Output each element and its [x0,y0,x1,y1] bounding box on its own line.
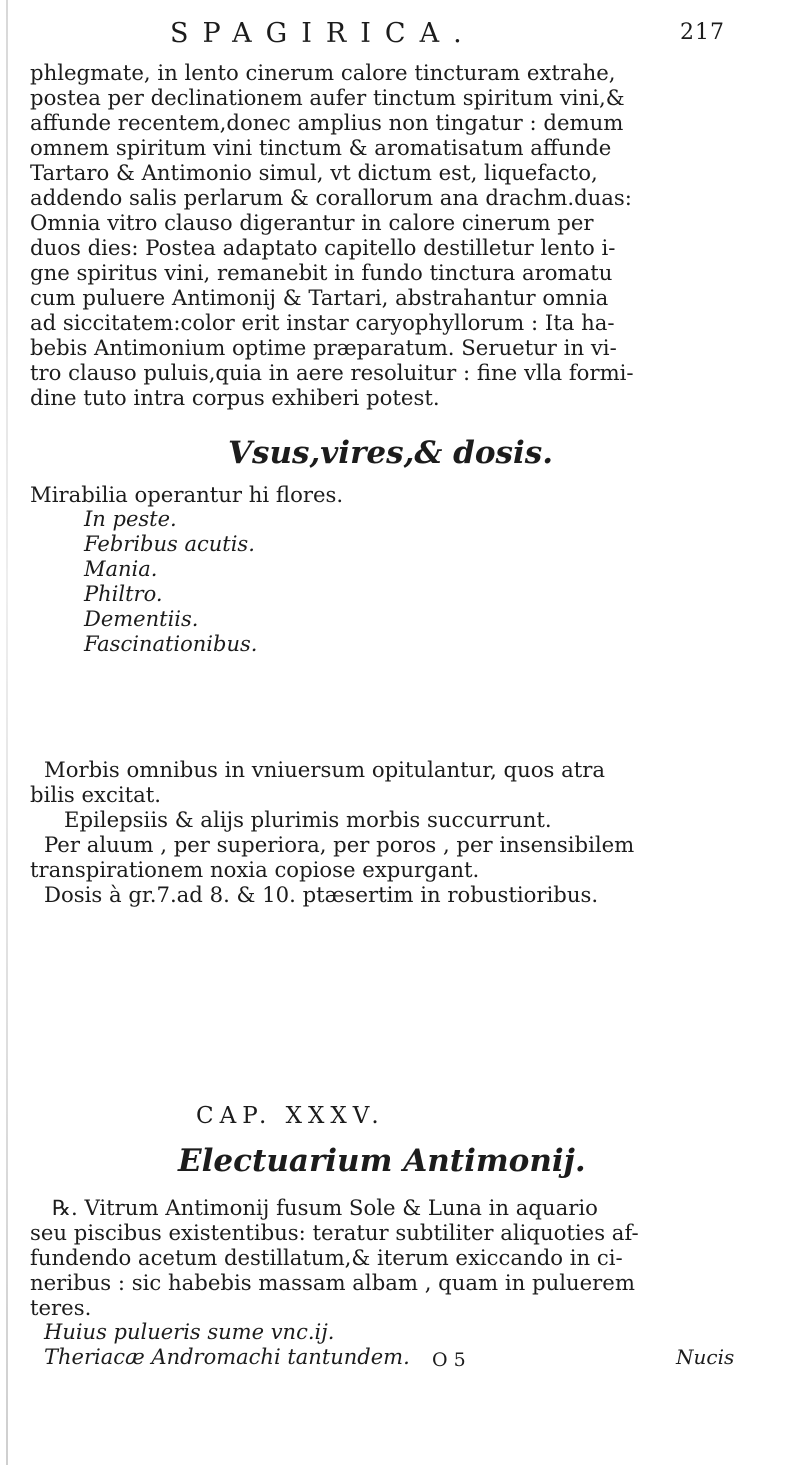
running-header [170,14,730,54]
list-item: Fascinationibus. [84,632,258,656]
section-heading-usus: Vsus,vires,& dosis. [228,435,553,471]
text-line: postea per declinationem aufer tinctum spiritum vini,& [30,85,625,110]
text-line: ad siccitatem:color erit instar caryophyllorum : Ita ha- [30,310,615,335]
catchword: Nucis [676,1345,735,1369]
text-line: teres. [30,1295,92,1320]
text-line: cum puluere Antimonij & Tartari, abstrahantur omnia [30,285,609,310]
text-line: ℞. Vitrum Antimonij fusum Sole & Luna in aquario [52,1195,598,1220]
text-line: phlegmate, in lento cinerum calore tincturam extrahe, [30,60,616,85]
text-line: omnem spiritum vini tinctum & aromatisatum affunde [30,135,612,160]
paragraph-process [30,60,790,435]
text-line: Dosis à gr.7.ad 8. & 10. ptæsertim in robustioribus. [44,882,599,907]
text-line: addendo salis perlarum & corallorum ana drachm.duas: [30,185,632,210]
paragraph-morbis [30,757,790,907]
text-line: fundendo acetum destillatum,& iterum exiccando in ci- [30,1245,623,1270]
text-line: seu piscibus existentibus: teratur subtiliter aliquoties af- [30,1220,639,1245]
text-line: transpirationem noxia copiose expurgant. [30,857,480,882]
list-item: In peste. [84,507,177,531]
text-line: tro clauso puluis,quia in aere resoluitur : fine vlla formi- [30,360,634,385]
chapter-number: CAP. XXXV. [196,1103,385,1129]
text-line: dine tuto intra corpus exhiberi potest. [30,385,440,410]
list-item: Febribus acutis. [84,532,255,556]
text-line [30,410,790,435]
text-line: affunde recentem,donec amplius non tingatur : demum [30,110,624,135]
text-line: bebis Antimonium optime præparatum. Seruetur in vi- [30,335,617,360]
uses-list [30,482,790,657]
text-line: Tartaro & Antimonio simul, vt dictum est, liquefacto, [30,160,598,185]
text-line: gne spiritus vini, remanebit in fundo tinctura aromatu [30,260,613,285]
text-line: Mirabilia operantur hi flores. [30,482,344,507]
text-line: Omnia vitro clauso digerantur in calore cinerum per [30,210,594,235]
text-line: Per aluum , per superiora, per poros , per insensibilem [44,832,635,857]
chapter-title: Electuarium Antimonij. [178,1143,586,1179]
list-item: Philtro. [84,582,163,606]
signature-mark: O 5 [432,1349,466,1371]
text-line: bilis excitat. [30,782,162,807]
ingredient-line: Theriacæ Andromachi tantundem. [44,1345,410,1369]
text-line: Morbis omnibus in vniuersum opitulantur, quos atra [44,757,606,782]
text-line: Epilepsiis & alijs plurimis morbis succurrunt. [64,807,552,832]
text-line: duos dies: Postea adaptato capitello destilletur lento i- [30,235,616,260]
text-line: neribus : sic habebis massam albam , quam in puluerem [30,1270,635,1295]
list-item: Mania. [84,557,158,581]
paragraph-recipe [30,1195,790,1370]
running-title: SPAGIRICA. [170,18,476,49]
ingredient-line: Huius pulueris sume vnc.ij. [44,1320,335,1344]
page-number: 217 [680,20,725,45]
page-edge [6,0,8,1465]
list-item: Dementiis. [84,607,199,631]
